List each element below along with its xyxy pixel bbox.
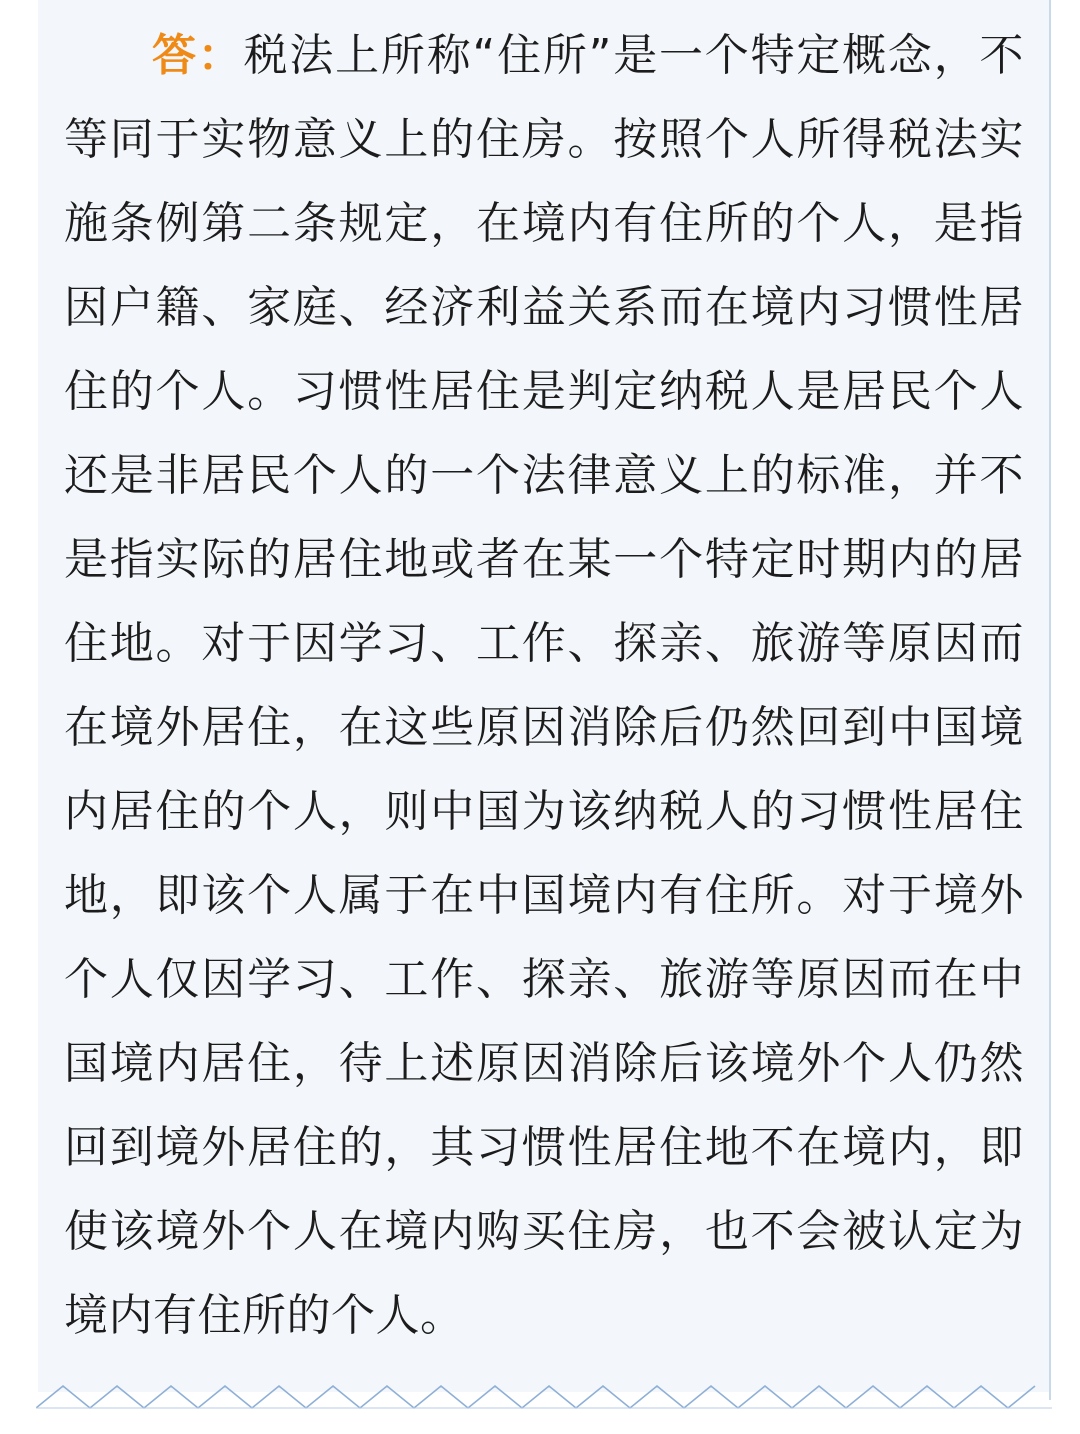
wave-divider xyxy=(36,1378,1052,1412)
answer-label: 答： xyxy=(152,30,244,81)
answer-text: 税法上所称“住所”是一个特定概念，不等同于实物意义上的住房。按照个人所得税法实施条例第二条规定，在境内有住所的个人，是指因户籍、家庭、经济利益关系而在境内习惯性居住的个人。习惯性居住是判定纳税人是居民个人还是非居民个人的一个法律意义上的标准，并不是指实际的居住地或者在某一个特定时期内的居住地。对于因学习、工作、探亲、旅游等原因而在境外居住，在这些原因消除后仍然回到中国境内居住的个人，则中国为该纳税人的习惯性居住地，即该个人属于在中国境内有住所。对于境外个人仅因学习、工作、探亲、旅游等原因而在中国境内居住，待上述原因消除后该境外个人仍然回到境外居住的，其习惯性居住地不在境内，即使该境外个人在境内购买住房，也不会被认定为境内有住所的个人。 xyxy=(64,30,1025,1341)
answer-paragraph xyxy=(64,14,1024,1358)
card-border xyxy=(1049,0,1051,1400)
